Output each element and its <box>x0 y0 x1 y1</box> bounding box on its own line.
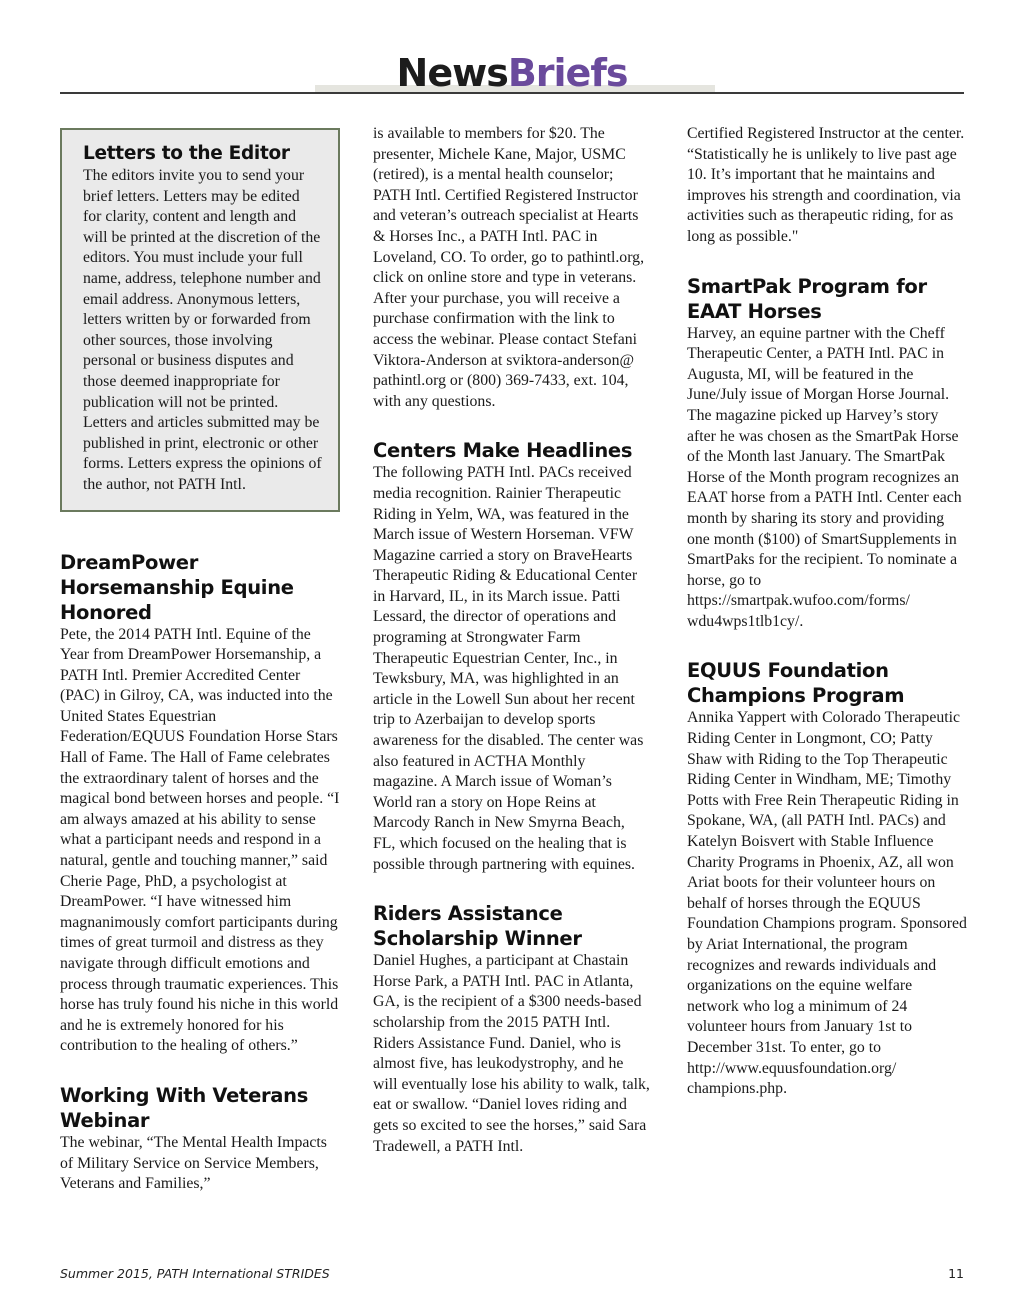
veterans-text: The webinar, “The Mental Health Impacts of Military Service on Service Members, Veterans and Families,” <box>60 1133 327 1193</box>
column-3 <box>687 124 967 1126</box>
headlines-heading: Centers Make Headlines <box>373 439 633 463</box>
section-title-part1: News <box>396 51 508 95</box>
dreampower-text: Pete, the 2014 PATH Intl. Equine of the Year from DreamPower Horsemanship, a PATH Intl. Premier Accredited Center (PAC) in Gilroy, CA, was inducted into the United States Equestrian Federation/EQUUS Foundation Horse Stars Hall of Fame. The Hall of Fame celebrates the extraordinary talent of horses and the magical bond between horses and people. “I am always amazed at his ability to sense what a participant needs and respond in a natural, gentle and touching manner,” said Cherie Page, PhD, a psychologist at DreamPower. “I have witnessed him magnanimously comfort participants during times of great turmoil and distress as they navigate through difficult emotions and process through traumatic experiences. This horse has truly found his niche in this world and he is extremely honored for his contribution to the healing of others.” <box>60 625 340 1055</box>
article-smartpak <box>687 274 967 633</box>
scholarship-heading: Riders Assistance Scholarship Winner <box>373 902 582 951</box>
smartpak-heading: SmartPak Program for EAAT Horses <box>687 274 927 323</box>
equus-heading: EQUUS Foundation Champions Program <box>687 659 905 708</box>
letters-text: The editors invite you to send your brief letters. Letters may be edited for clarity, content and length and will be printed at the discretion of the editors. You must include your full name, address, telephone number and email address. Anonymous letters, letters written by or forwarded from other sources, those involving personal or business disputes and those deemed inappropriate for publication will not be printed. Letters and articles submitted may be published in print, electronic or other forms. Letters express the opinions of the author, not PATH Intl. <box>83 167 322 493</box>
article-scholarship <box>373 901 651 1157</box>
article-veterans <box>60 1083 340 1195</box>
article-dreampower <box>60 550 340 1057</box>
headlines-text: The following PATH Intl. PACs received media recognition. Rainier Therapeutic Riding in Yelm, WA, was featured in the March issue of Western Horseman. VFW Magazine carried a story on BraveHearts Therapeutic Riding & Educational Center in Harvard, IL, in its March issue. Patti Lessard, the director of operations and programing at Strongwater Farm Therapeutic Equestrian Center, Inc., in Tewksbury, MA, was highlighted in an article in the Lowell Sun about her recent trip to Azerbaijan to develop sports awareness for the disabled. The center was also featured in ACTHA Monthly magazine. A March issue of Woman’s World ran a story on Hope Reins at Marcody Ranch in New Smyrna Beach, FL, which focused on the healing that is possible through partnering with equines. <box>373 464 644 873</box>
footer-publication: Summer 2015, PATH International STRIDES <box>60 1266 330 1281</box>
veterans-text-continued: is available to members for $20. The presenter, Michele Kane, Major, USMC (retired), is a mental health counselor; PATH Intl. Certified Registered Instructor and veteran’s outreach specialist at Hearts & Horses Inc., a PATH Intl. PAC in Loveland, CO. To order, go to pathintl.org, click on online store and type in veterans. After your purchase, you will receive a purchase confirmation with the link to access the webinar. Please contact Stefani Viktora-Anderson at sviktora-anderson@ pathintl.org or (800) 369-7433, ext. 104, with any questions. <box>373 125 645 410</box>
article-headlines <box>373 438 651 875</box>
scholarship-text: Daniel Hughes, a participant at Chastain Horse Park, a PATH Intl. PAC in Atlanta, GA, is the recipient of a $300 needs-based scholarship from the 2015 PATH Intl. Riders Assistance Fund. Daniel, who is almost five, has leukodystrophy, and he will eventually lose his ability to walk, talk, eat or swallow. “Daniel loves riding and gets so excited to see the horses,” said Sara Tradewell, a PATH Intl. <box>373 952 650 1155</box>
equus-text: Annika Yappert with Colorado Therapeutic Riding Center in Longmont, CO; Patty Shaw with Riding to the Top Therapeutic Riding Center in Windham, ME; Timothy Potts with Free Rein Therapeutic Riding in Spokane, WA, (all PATH Intl. PACs) and Katelyn Boisvert with Stable Influence Charity Programs in Phoenix, AZ, all won Ariat boots for their volunteer hours on behalf of horses through the EQUUS Foundation Champions program. Sponsored by Ariat International, the program recognizes and rewards individuals and organizations on the equine welfare network who log a minimum of 24 volunteer hours from January 1st to December 31st. To enter, go to http://www.equusfoundation.org/ champions.php. <box>687 709 967 1098</box>
scholarship-text-continued: Certified Registered Instructor at the center. “Statistically he is unlikely to live past age 10. It’s important that he maintains and improves his strength and coordination, via activities such as therapeutic riding, for as long as possible." <box>687 125 965 245</box>
article-equus <box>687 658 967 1099</box>
page-number: 11 <box>948 1266 964 1281</box>
page-footer <box>60 1266 964 1286</box>
section-title <box>60 51 964 95</box>
masthead <box>60 51 964 97</box>
letters-heading: Letters to the Editor <box>83 143 290 164</box>
article-scholarship-continued <box>687 124 967 248</box>
article-veterans-continued <box>373 124 651 412</box>
letters-to-editor-box <box>60 128 340 512</box>
column-1 <box>60 124 340 1221</box>
dreampower-heading: DreamPower Horsemanship Equine Honored <box>60 550 294 624</box>
column-2 <box>373 124 651 1183</box>
veterans-heading: Working With Veterans Webinar <box>60 1083 309 1132</box>
smartpak-text: Harvey, an equine partner with the Cheff Therapeutic Center, a PATH Intl. PAC in Augusta, MI, will be featured in the June/July issue of Morgan Horse Journal. The magazine picked up Harvey’s story after he was chosen as the SmartPak Horse of the Month last January. The SmartPak Horse of the Month program recognizes an EAAT horse from a PATH Intl. Center each month by sharing its story and providing one month ($100) of SmartSupplements in SmartPaks for the recipient. To nominate a horse, go to https://smartpak.wufoo.com/forms/ wdu4wps1tlb1cy/. <box>687 324 962 630</box>
section-title-part2: Briefs <box>507 51 628 95</box>
